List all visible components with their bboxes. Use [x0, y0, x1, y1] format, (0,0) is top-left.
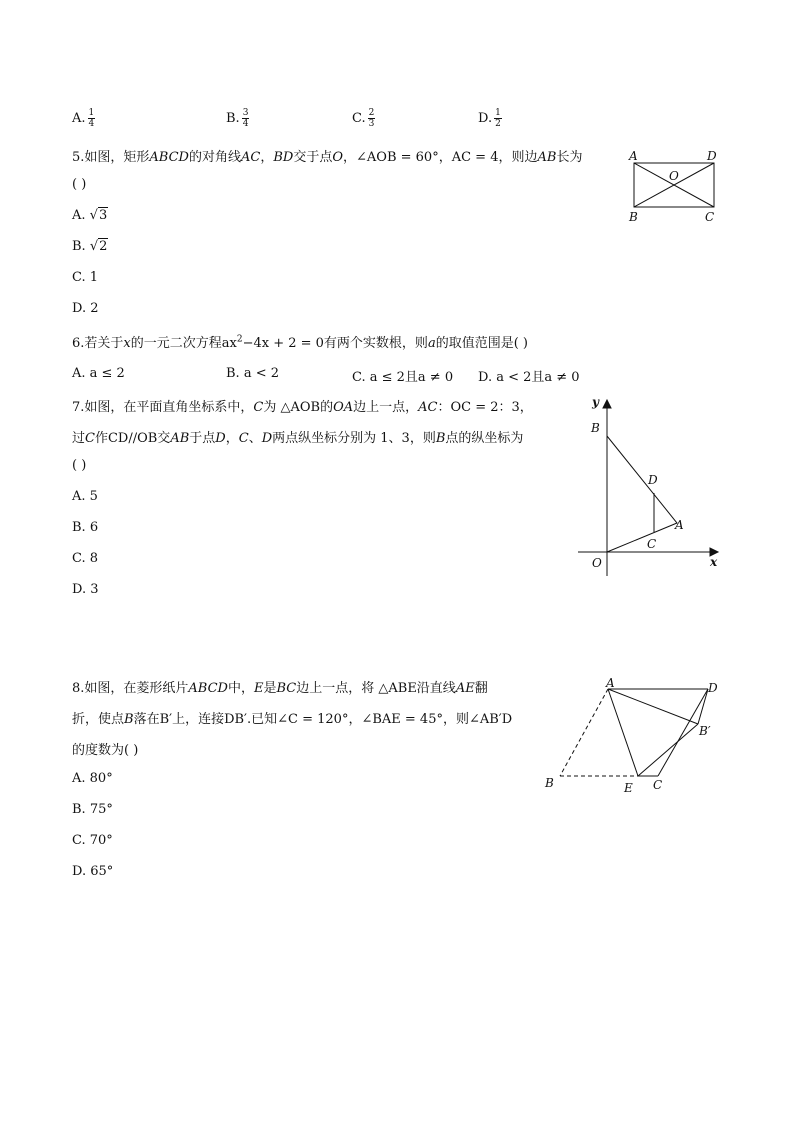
q7-coordinate-figure	[570, 392, 730, 582]
label-e: E	[624, 781, 633, 795]
label-b: B	[545, 776, 554, 790]
q7-answer-blank: ( )	[72, 458, 87, 473]
q8-rhombus-figure	[540, 675, 730, 800]
q6-stem: 6.若关于x的一元二次方程$ax^2-4x + 2 = 0$有两个实数根，则a的取值范围是( )	[72, 334, 528, 351]
segment-db-prime	[698, 689, 708, 724]
q8-option-c: C. 70°	[72, 833, 113, 848]
sqrt-expression: √3	[89, 208, 108, 223]
label-b: B	[591, 421, 600, 435]
q5-rectangle-figure	[620, 144, 730, 228]
fold-ae	[608, 689, 638, 776]
fraction: $\frac{1}{2}$	[495, 108, 501, 129]
q7-option-d: D. 3	[72, 582, 99, 597]
q7-stem-line2: 过C作CD//OB交AB于点D，C、D两点纵坐标分别为 1、3，则B点的纵坐标为	[72, 431, 524, 446]
q6-option-c: C. a ≤ 2且a ≠ 0	[352, 370, 454, 385]
q5-option-a: A. √3	[72, 208, 108, 223]
fraction: $\frac{3}{4}$	[242, 108, 249, 129]
q8-option-b: B. 75°	[72, 802, 113, 817]
label-y: y	[592, 395, 599, 409]
q6-option-d: D. a < 2且a ≠ 0	[478, 370, 580, 385]
fraction: $\frac{2}{3}$	[368, 108, 375, 129]
q4-option-c: C. $\frac{2}{3}$	[352, 108, 375, 129]
label-b-prime: B′	[699, 724, 711, 738]
q8-option-d: D. 65°	[72, 864, 114, 879]
q5-stem: 5.如图，矩形ABCD的对角线AC，BD交于点O，∠AOB = 60°，AC = 4，则边AB长为	[72, 150, 583, 165]
label-d: D	[707, 149, 717, 163]
q8-stem-line3: 的度数为( )	[72, 743, 139, 758]
triangle-aob	[607, 436, 677, 552]
q8-option-a: A. 80°	[72, 771, 113, 786]
label-a: A	[629, 149, 638, 163]
fraction: $\frac{1}{4}$	[88, 108, 95, 129]
q4-option-b: B. $\frac{3}{4}$	[226, 108, 249, 129]
label-c: C	[647, 537, 657, 551]
q5-option-d: D. 2	[72, 301, 99, 316]
q4-option-d: D. $\frac{1}{2}$	[478, 108, 501, 129]
q6-option-a: A. a ≤ 2	[72, 366, 125, 381]
q4-option-a: A. $\frac{1}{4}$	[72, 108, 95, 129]
q8-stem-line1: 8.如图，在菱形纸片ABCD中，E是BC边上一点，将 △ABE沿直线AE翻	[72, 681, 488, 696]
label-c: C	[705, 210, 715, 224]
sqrt-expression: √2	[89, 239, 108, 254]
segment-eb-prime	[638, 724, 698, 776]
q5-option-c: C. 1	[72, 270, 99, 285]
q7-option-c: C. 8	[72, 551, 99, 566]
label-x: x	[710, 555, 718, 569]
label-d: D	[708, 681, 718, 695]
q5-option-b: B. √2	[72, 239, 108, 254]
q6-option-b: B. a < 2	[226, 366, 279, 381]
label-o: O	[592, 556, 602, 570]
q7-option-a: A. 5	[72, 489, 98, 504]
label-d: D	[648, 473, 658, 487]
q8-stem-line2: 折，使点B落在B′上，连接DB′.已知∠C = 120°，∠BAE = 45°，则∠AB′D	[72, 712, 513, 727]
q7-option-b: B. 6	[72, 520, 99, 535]
q5-answer-blank: ( )	[72, 177, 87, 192]
label-a: A	[606, 676, 615, 690]
label-o: O	[669, 169, 679, 183]
q7-stem-line1: 7.如图，在平面直角坐标系中，C为 △AOB的OA边上一点，AC：OC = 2：3，	[72, 400, 533, 415]
segment-ab-prime	[608, 689, 698, 724]
y-axis-arrow	[603, 400, 611, 408]
label-c: C	[653, 778, 663, 792]
label-a: A	[675, 518, 684, 532]
dashed-ab	[560, 689, 608, 776]
label-b: B	[629, 210, 638, 224]
